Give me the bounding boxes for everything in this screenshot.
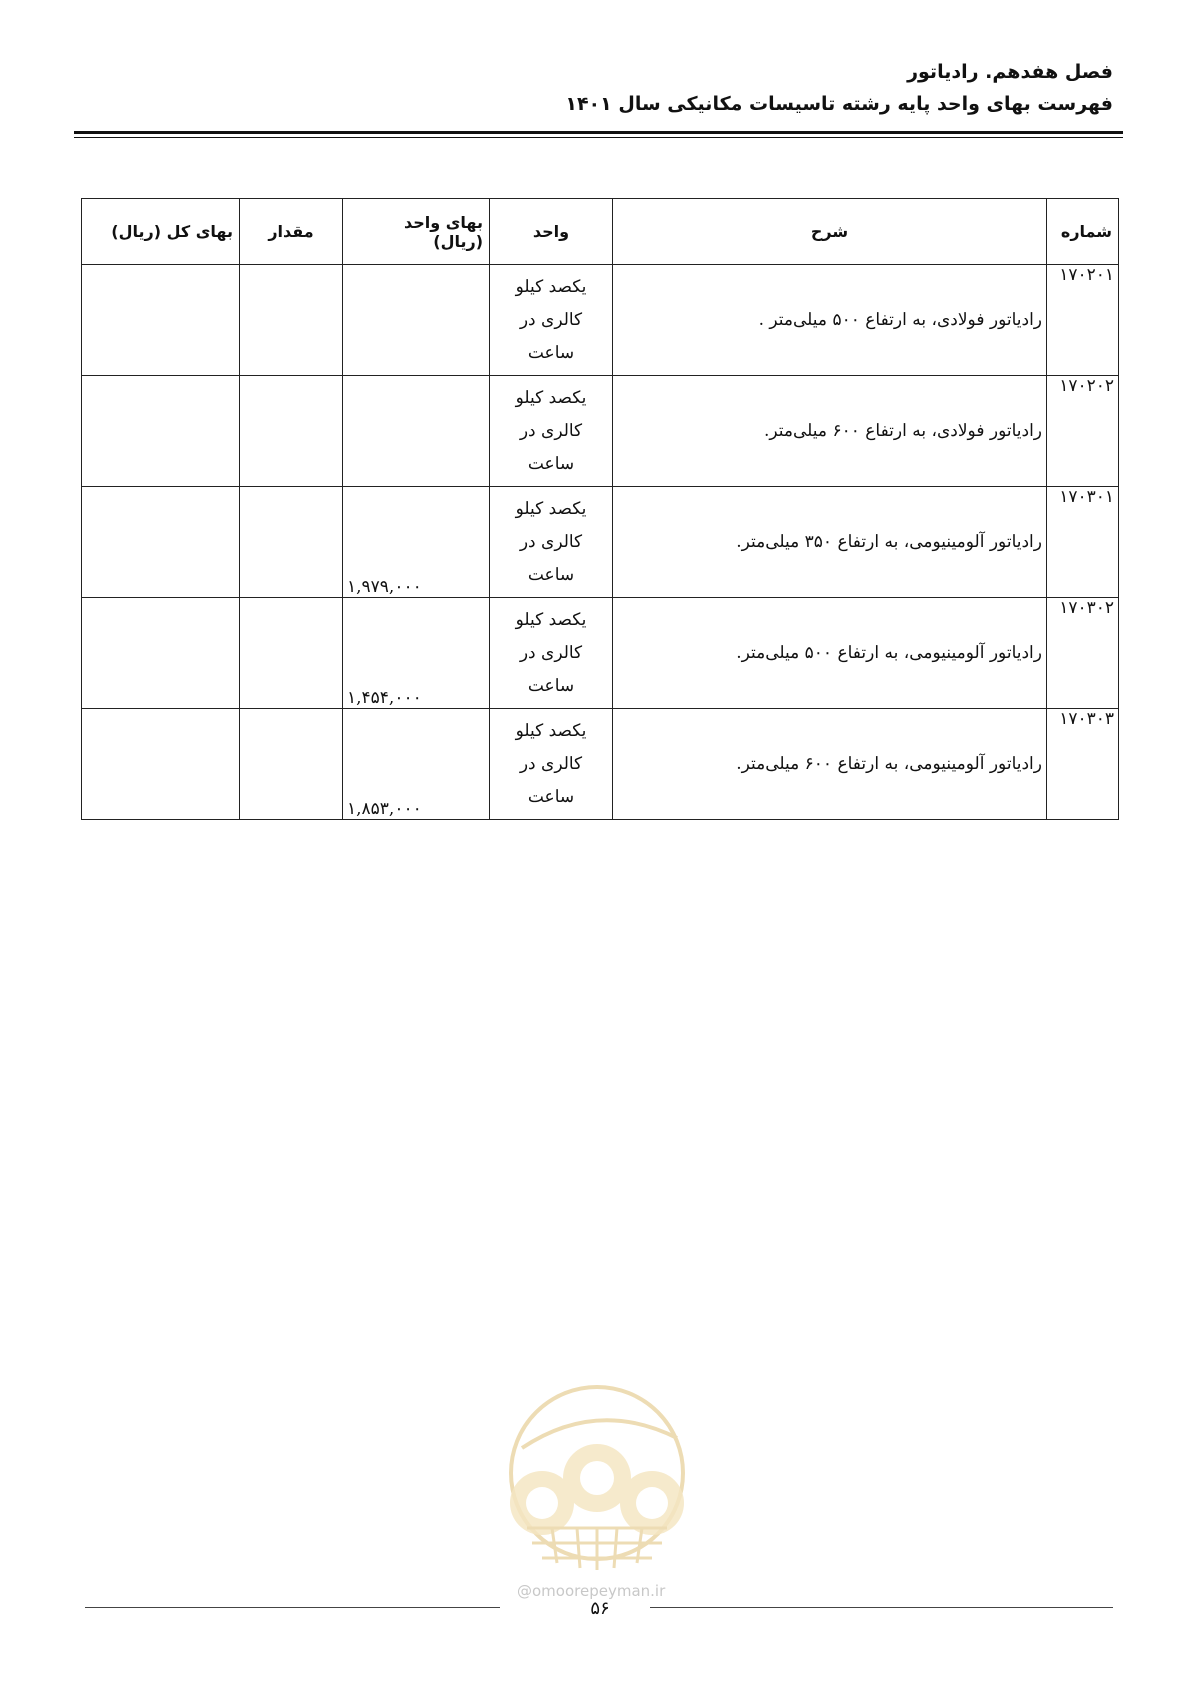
catalog-title: فهرست بهای واحد پایه رشته تاسیسات مکانیکی سال ۱۴۰۱ [565, 93, 1113, 115]
unit-line: کالری در [519, 531, 583, 552]
unit-line: یکصد کیلو [515, 498, 587, 519]
footer-rule-right [650, 1607, 1113, 1608]
column-header-quantity: مقدار [240, 199, 343, 265]
item-total-price [82, 487, 240, 598]
unit-line: یکصد کیلو [515, 609, 587, 630]
unit-line: کالری در [519, 420, 583, 441]
unit-line: کالری در [519, 309, 583, 330]
unit-line: یکصد کیلو [515, 720, 587, 741]
item-total-price [82, 265, 240, 376]
item-total-price [82, 709, 240, 820]
item-unit [490, 487, 613, 598]
unit-line: یکصد کیلو [515, 276, 587, 297]
item-number: ۱۷۰۲۰۲ [1047, 376, 1119, 487]
gears-scale-seal-icon [502, 1378, 692, 1588]
watermark-url: @omoorepeyman.ir [517, 1582, 666, 1600]
page-number: ۵۶ [590, 1598, 610, 1619]
footer-rule-left [85, 1607, 500, 1608]
item-number: ۱۷۰۳۰۱ [1047, 487, 1119, 598]
item-quantity [240, 598, 343, 709]
unit-line: کالری در [519, 642, 583, 663]
unit-line: ساعت [527, 786, 575, 807]
item-quantity [240, 376, 343, 487]
price-table [81, 198, 1119, 820]
item-unit-price [343, 265, 490, 376]
item-unit [490, 376, 613, 487]
table-row [82, 598, 1119, 709]
unit-line: ساعت [527, 453, 575, 474]
unit-line: کالری در [519, 753, 583, 774]
table-row [82, 709, 1119, 820]
column-header-unit-price: بهای واحد (ریال) [343, 199, 490, 265]
column-header-total-price: بهای کل (ریال) [82, 199, 240, 265]
item-number: ۱۷۰۳۰۳ [1047, 709, 1119, 820]
item-quantity [240, 487, 343, 598]
column-header-number: شماره [1047, 199, 1119, 265]
unit-line: ساعت [527, 564, 575, 585]
column-header-description: شرح [613, 199, 1047, 265]
page-header [565, 58, 1113, 118]
item-unit-price: ۱,۸۵۳,۰۰۰ [343, 709, 490, 820]
item-number: ۱۷۰۳۰۲ [1047, 598, 1119, 709]
item-unit [490, 265, 613, 376]
item-quantity [240, 709, 343, 820]
item-total-price [82, 376, 240, 487]
column-header-unit: واحد [490, 199, 613, 265]
table-row [82, 376, 1119, 487]
unit-line: ساعت [527, 675, 575, 696]
item-unit-price: ۱,۴۵۴,۰۰۰ [343, 598, 490, 709]
item-quantity [240, 265, 343, 376]
item-description: رادیاتور فولادی، به ارتفاع ۵۰۰ میلی‌متر . [613, 265, 1047, 376]
item-total-price [82, 598, 240, 709]
header-rule-thick [74, 131, 1123, 134]
item-unit-price: ۱,۹۷۹,۰۰۰ [343, 487, 490, 598]
unit-line: یکصد کیلو [515, 387, 587, 408]
unit-line: ساعت [527, 342, 575, 363]
item-description: رادیاتور آلومینیومی، به ارتفاع ۵۰۰ میلی‌متر. [613, 598, 1047, 709]
item-description: رادیاتور آلومینیومی، به ارتفاع ۳۵۰ میلی‌متر. [613, 487, 1047, 598]
item-number: ۱۷۰۲۰۱ [1047, 265, 1119, 376]
item-unit [490, 598, 613, 709]
item-description: رادیاتور فولادی، به ارتفاع ۶۰۰ میلی‌متر. [613, 376, 1047, 487]
header-rule-thin [74, 137, 1123, 138]
item-unit [490, 709, 613, 820]
chapter-title: فصل هفدهم. رادیاتور [907, 61, 1113, 83]
item-unit-price [343, 376, 490, 487]
table-row [82, 487, 1119, 598]
table-row [82, 265, 1119, 376]
item-description: رادیاتور آلومینیومی، به ارتفاع ۶۰۰ میلی‌متر. [613, 709, 1047, 820]
table-header-row [82, 199, 1119, 265]
